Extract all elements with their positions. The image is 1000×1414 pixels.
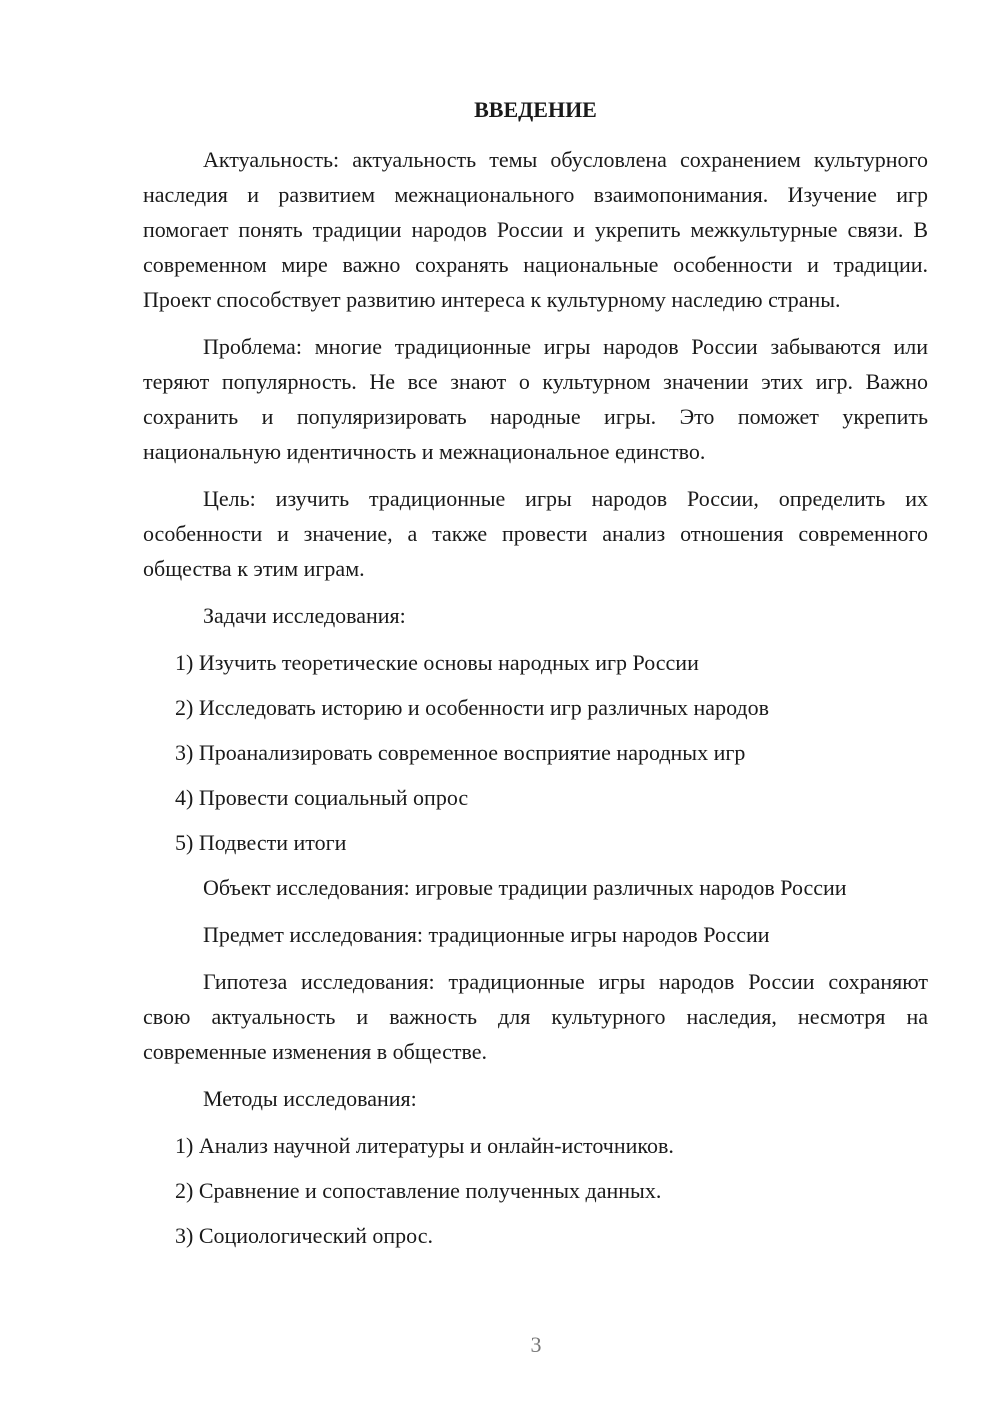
tasks-list <box>143 645 928 860</box>
list-item: 2) Сравнение и сопоставление полученных данных. <box>175 1178 662 1203</box>
list-item: 3) Социологический опрос. <box>175 1223 433 1248</box>
list-item: 2) Исследовать историю и особенности игр различных народов <box>175 695 770 720</box>
list-item: 4) Провести социальный опрос <box>175 785 469 810</box>
methods-list <box>143 1128 928 1253</box>
hypothesis-paragraph: Гипотеза исследования: традиционные игры народов России сохраняют свою актуальность и важность для культурного наследия, несмотря на современные изменения в обществе. <box>143 969 928 1064</box>
goal-paragraph: Цель: изучить традиционные игры народов России, определить их особенности и значение, а также провести анализ отношения современного общества к этим играм. <box>143 486 928 581</box>
list-item: 1) Изучить теоретические основы народных игр России <box>175 650 699 675</box>
list-item: 1) Анализ научной литературы и онлайн-источников. <box>175 1133 674 1158</box>
page-number: 3 <box>530 1332 542 1357</box>
methods-heading: Методы исследования: <box>203 1086 417 1111</box>
subject-paragraph: Предмет исследования: традиционные игры народов России <box>203 922 770 947</box>
object-paragraph: Объект исследования: игровые традиции различных народов России <box>203 875 847 900</box>
document-page <box>143 92 928 1263</box>
tasks-heading: Задачи исследования: <box>203 603 406 628</box>
section-title: ВВЕДЕНИЕ <box>474 97 597 122</box>
list-item: 5) Подвести итоги <box>175 830 347 855</box>
problem-paragraph: Проблема: многие традиционные игры народов России забываются или теряют популярность. Не все знают о культурном значении этих игр. Важно сохранить и популяризировать народные игры. Это поможет укрепить национальную идентичность и межнациональное единство. <box>143 334 928 464</box>
list-item: 3) Проанализировать современное восприятие народных игр <box>175 740 746 765</box>
relevance-paragraph: Актуальность: актуальность темы обусловлена сохранением культурного наследия и развитием межнационального взаимопонимания. Изучение игр помогает понять традиции народов России и укрепить межкультурные связи. В современном мире важно сохранять национальные особенности и традиции. Проект способствует развитию интереса к культурному наследию страны. <box>143 147 928 312</box>
